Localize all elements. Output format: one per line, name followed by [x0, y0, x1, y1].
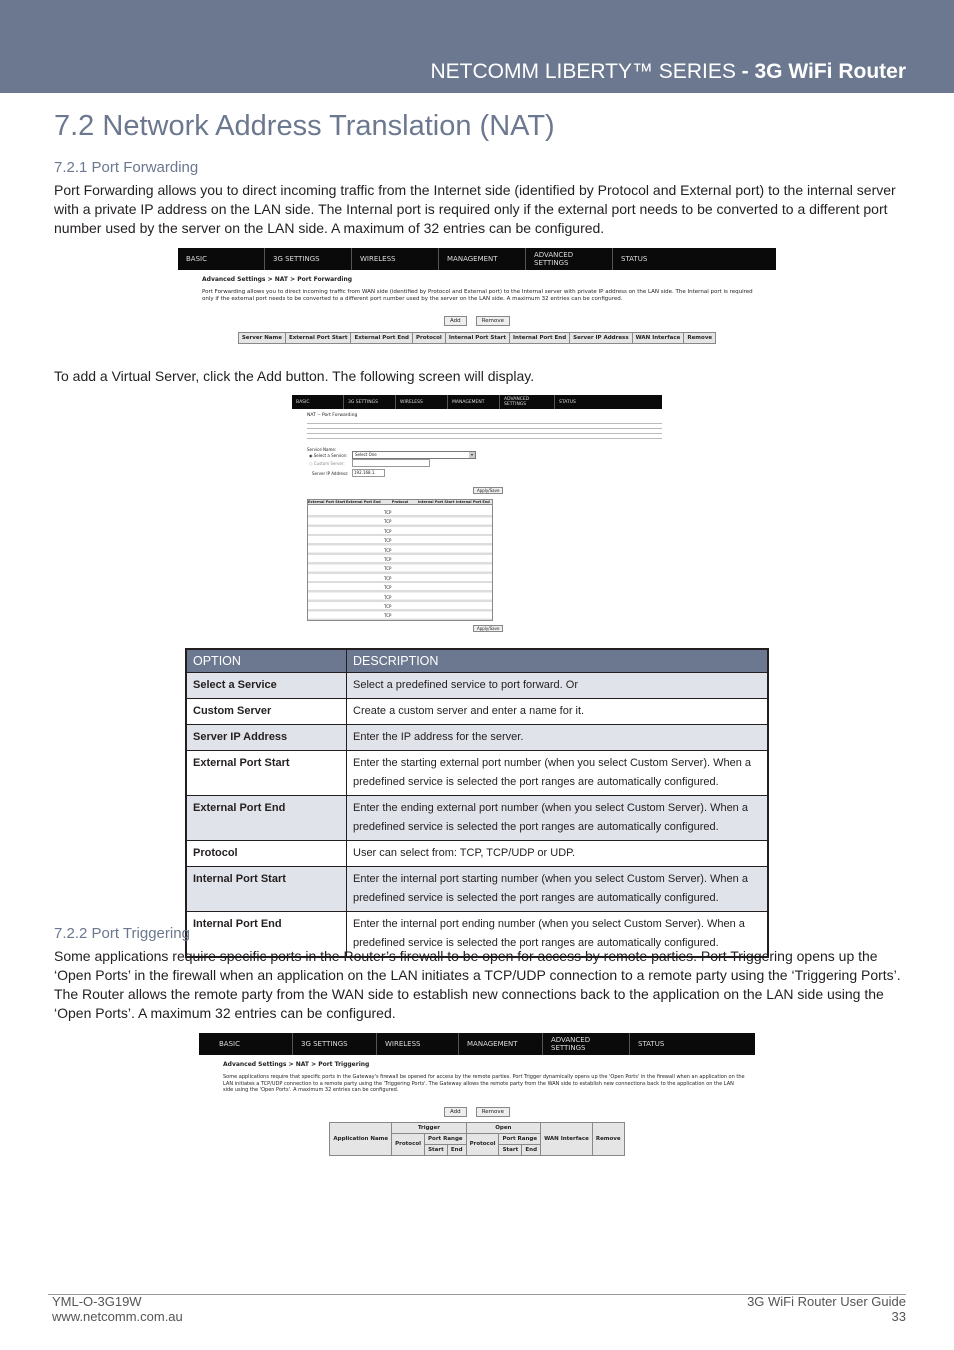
- col-internal-port-start: Internal Port Start: [445, 333, 509, 344]
- col-trigger-protocol: Protocol: [392, 1133, 425, 1155]
- screenshot-description: Port Forwarding allows you to direct incoming traffic from WAN side (identified by Protocol and External port) to the Internal server with private IP address on the LAN side. The Internal port is required only if the external port needs to be converted to a different port number used by the server on the LAN side. A maximum 32 entries can be configured.: [202, 289, 753, 302]
- nav-3g-settings[interactable]: 3G SETTINGS: [265, 248, 352, 270]
- remove-button[interactable]: Remove: [476, 1107, 510, 1117]
- table-row: [186, 751, 768, 796]
- select-service-label: ◉ Select a Service:: [309, 453, 348, 458]
- option-name: Select a Service: [186, 673, 347, 699]
- port-triggering-screenshot: [199, 1033, 755, 1161]
- table-row: [186, 867, 768, 912]
- nav-basic[interactable]: BASIC: [178, 248, 265, 270]
- col-open-start: Start: [499, 1144, 522, 1155]
- footer-guide: 3G WiFi Router User Guide: [747, 1294, 906, 1309]
- col-external-port-start: External Port Start: [308, 500, 346, 504]
- options-table: [185, 648, 769, 958]
- breadcrumb: Advanced Settings > NAT > Port Forwarding: [202, 276, 353, 283]
- port-entry-rows: [308, 508, 492, 620]
- col-server-name: Server Name: [238, 333, 285, 344]
- option-description: Enter the starting external port number (when you select Custom Server). When a predefined service is selected the port ranges are automatically configured.: [347, 751, 769, 796]
- col-trigger-port-range: Port Range: [425, 1133, 467, 1144]
- col-trigger-start: Start: [425, 1144, 448, 1155]
- nav-3g-settings[interactable]: 3G SETTINGS: [344, 395, 396, 409]
- protocol-value[interactable]: TCP: [384, 519, 392, 525]
- custom-server-label: ○ Custom Server:: [309, 461, 345, 466]
- page-header-bar: [0, 0, 954, 93]
- protocol-value[interactable]: TCP: [384, 547, 392, 553]
- server-ip-label: Server IP Address:: [312, 471, 349, 476]
- apply-save-button[interactable]: Apply/Save: [473, 487, 503, 494]
- table-row: [186, 699, 768, 725]
- table-row: [186, 673, 768, 699]
- option-description: User can select from: TCP, TCP/UDP or UDP.: [347, 841, 769, 867]
- footer-code: YML-O-3G19W: [52, 1294, 142, 1309]
- protocol-value[interactable]: TCP: [384, 594, 392, 600]
- nav-advanced-settings[interactable]: ADVANCED SETTINGS: [526, 248, 613, 270]
- col-remove: Remove: [684, 333, 716, 344]
- nav-3g-settings[interactable]: 3G SETTINGS: [293, 1033, 377, 1055]
- option-name: Internal Port Start: [186, 867, 347, 912]
- footer-url[interactable]: www.netcomm.com.au: [52, 1309, 183, 1324]
- form-description: [307, 421, 662, 443]
- protocol-value[interactable]: TCP: [384, 557, 392, 563]
- server-ip-input[interactable]: 192.168.1.: [352, 469, 385, 477]
- col-trigger-end: End: [447, 1144, 466, 1155]
- option-description: Enter the internal port ending number (when you select Custom Server). When a predefined service is selected the port ranges are automatically configured.: [347, 912, 769, 958]
- option-description: Select a predefined service to port forward. Or: [347, 673, 769, 699]
- add-virtual-server-screenshot: [292, 395, 662, 635]
- option-description: Enter the ending external port number (when you select Custom Server). When a predefined service is selected the port ranges are automatically configured.: [347, 796, 769, 841]
- table-row: [186, 725, 768, 751]
- protocol-value[interactable]: TCP: [384, 510, 392, 515]
- option-name: Protocol: [186, 841, 347, 867]
- remove-button[interactable]: Remove: [476, 316, 510, 326]
- protocol-value[interactable]: TCP: [384, 604, 392, 610]
- protocol-column-values: [384, 508, 391, 621]
- nav-wireless[interactable]: WIRELESS: [377, 1033, 459, 1055]
- col-internal-port-end: Internal Port End: [510, 333, 570, 344]
- col-open-port-range: Port Range: [499, 1133, 541, 1144]
- col-application-name: Application Name: [330, 1122, 392, 1155]
- add-button[interactable]: Add: [444, 1107, 467, 1117]
- table-row: [186, 841, 768, 867]
- col-wan-interface: WAN Interface: [541, 1122, 593, 1155]
- router-nav-bar: [178, 248, 776, 270]
- col-internal-port-end: Internal Port End: [456, 500, 490, 504]
- header-product: - 3G WiFi Router: [735, 60, 906, 83]
- col-option: OPTION: [186, 649, 347, 673]
- section-title-port-forwarding: 7.2.1 Port Forwarding: [54, 159, 199, 176]
- router-nav-bar: [292, 395, 662, 409]
- breadcrumb: Advanced Settings > NAT > Port Triggering: [223, 1061, 370, 1068]
- header-title: [431, 60, 907, 84]
- button-row: [178, 307, 776, 326]
- nav-status[interactable]: STATUS: [559, 399, 576, 405]
- col-internal-port-start: Internal Port Start: [418, 500, 455, 504]
- col-server-ip-address: Server IP Address: [570, 333, 632, 344]
- port-triggering-body: Some applications require specific ports in the Router’s firewall to be open for access by remote parties. Port Triggering opens up the ‘Open Ports’ in the firewall when an application on the LAN initiates a TCP/UDP connection to a remote party using the ‘Triggering Ports’. The Router allows the remote party from the WAN side to establish new connections back to the application on the LAN side using the ‘Open Ports’. A maximum 32 entries can be configured.: [54, 948, 901, 1021]
- nav-basic[interactable]: BASIC: [292, 395, 344, 409]
- col-protocol: Protocol: [391, 500, 409, 504]
- screenshot-description: Some applications require that specific ports in the Gateway's firewall be opened for access by the remote parties. Port Trigger dynamically opens up the 'Open Ports' in the firewall when an application on the LAN initiates a TCP/UDP connection to a remote party using the 'Triggering Ports'. The Gateway allows the remote party from the WAN side to establish new connections back to the application on the LAN side using the 'Open Ports'. A maximum 32 entries can be configured.: [223, 1074, 745, 1093]
- protocol-value[interactable]: TCP: [384, 613, 392, 619]
- apply-save-button[interactable]: Apply/Save: [473, 625, 503, 632]
- table-row: [186, 796, 768, 841]
- nav-status[interactable]: STATUS: [621, 255, 648, 263]
- col-external-port-end: External Port End: [351, 333, 412, 344]
- option-name: Custom Server: [186, 699, 347, 725]
- section-title-port-triggering: 7.2.2 Port Triggering: [54, 925, 190, 942]
- protocol-value[interactable]: TCP: [384, 528, 392, 534]
- button-row: [199, 1098, 755, 1117]
- option-description: Enter the internal port starting number (when you select Custom Server). When a predefined service is selected the port ranges are automatically configured.: [347, 867, 769, 912]
- options-table-header: [186, 649, 768, 673]
- col-remove: Remove: [592, 1122, 624, 1155]
- port-forwarding-body: Port Forwarding allows you to direct incoming traffic from the Internet side (identified by Protocol and External port) to the internal server with a private IP address on the LAN side. The Internal port is required only if the external port needs to be converted to a different port number used by the server on the LAN side. A maximum of 32 entries can be configured.: [54, 182, 896, 236]
- custom-server-input[interactable]: [352, 459, 430, 467]
- col-description: DESCRIPTION: [347, 649, 769, 673]
- form-title: NAT -- Port Forwarding: [307, 413, 358, 418]
- protocol-value[interactable]: TCP: [384, 566, 392, 572]
- port-triggering-table: [329, 1122, 624, 1156]
- nav-advanced-settings[interactable]: ADVANCED SETTINGS: [543, 1033, 630, 1055]
- port-entry-header: [308, 500, 492, 505]
- nav-basic[interactable]: BASIC: [199, 1033, 293, 1055]
- col-open: Open: [466, 1122, 540, 1133]
- option-description: Enter the IP address for the server.: [347, 725, 769, 751]
- protocol-value[interactable]: TCP: [384, 575, 392, 581]
- col-external-port-end: External Port End: [346, 500, 381, 504]
- router-nav-bar: [199, 1033, 755, 1055]
- col-trigger: Trigger: [392, 1122, 466, 1133]
- col-open-protocol: Protocol: [466, 1133, 499, 1155]
- option-name: External Port Start: [186, 751, 347, 796]
- header-series: NETCOMM LIBERTY™ SERIES: [430, 60, 736, 83]
- option-description: Create a custom server and enter a name for it.: [347, 699, 769, 725]
- option-name: Server IP Address: [186, 725, 347, 751]
- nav-management[interactable]: MANAGEMENT: [439, 248, 526, 270]
- service-select[interactable]: Select One ▾: [352, 451, 476, 459]
- page-number: 33: [891, 1309, 906, 1324]
- nav-wireless[interactable]: WIRELESS: [396, 395, 448, 409]
- add-virtual-server-text: To add a Virtual Server, click the Add button. The following screen will display.: [54, 368, 535, 384]
- col-external-port-start: External Port Start: [285, 333, 351, 344]
- option-name: Internal Port End: [186, 912, 347, 958]
- nav-status[interactable]: STATUS: [638, 1040, 665, 1048]
- port-forwarding-table: [238, 332, 716, 344]
- nav-management[interactable]: MANAGEMENT: [459, 1033, 543, 1055]
- col-open-end: End: [522, 1144, 541, 1155]
- col-wan-interface: WAN Interface: [632, 333, 684, 344]
- nav-management[interactable]: MANAGEMENT: [448, 395, 500, 409]
- option-name: External Port End: [186, 796, 347, 841]
- nav-wireless[interactable]: WIRELESS: [352, 248, 439, 270]
- page-title: 7.2 Network Address Translation (NAT): [54, 110, 555, 142]
- nav-advanced-settings[interactable]: ADVANCED SETTINGS: [500, 395, 555, 409]
- port-forwarding-screenshot: [178, 248, 776, 348]
- service-name-label: Service Name:: [307, 447, 337, 452]
- protocol-value[interactable]: TCP: [384, 538, 392, 544]
- col-protocol: Protocol: [412, 333, 445, 344]
- add-button[interactable]: Add: [444, 316, 467, 326]
- port-entry-table: [307, 499, 493, 621]
- protocol-value[interactable]: TCP: [384, 585, 392, 591]
